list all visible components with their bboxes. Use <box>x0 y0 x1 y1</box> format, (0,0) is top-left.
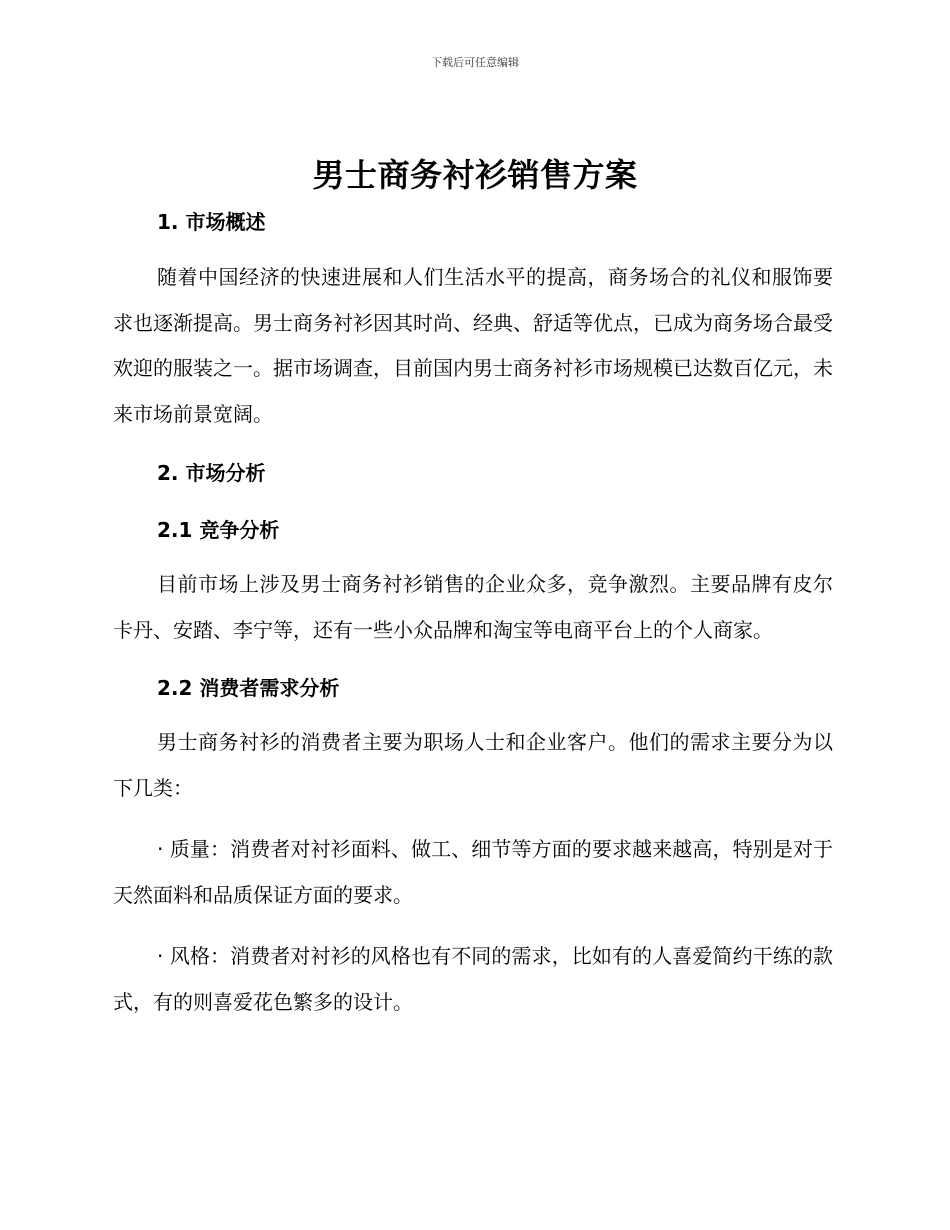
paragraph-competition-analysis: 目前市场上涉及男士商务衬衫销售的企业众多，竞争激烈。主要品牌有皮尔卡丹、安踏、李宁等，还有一些小众品牌和淘宝等电商平台上的个人商家。 <box>113 572 833 642</box>
section-heading-competition-analysis: 2.1 竞争分析 <box>157 518 280 542</box>
document-title: 男士商务衬衫销售方案 <box>312 156 638 194</box>
section-heading-consumer-demand: 2.2 消费者需求分析 <box>157 676 340 700</box>
bullet-item-quality: · 质量：消费者对衬衫面料、做工、细节等方面的要求越来越高，特别是对于天然面料和品质保证方面的要求。 <box>113 837 833 907</box>
page-header-note: 下载后可任意编辑 <box>431 56 519 69</box>
document-body <box>113 204 833 1025</box>
paragraph-consumer-demand: 男士商务衬衫的消费者主要为职场人士和企业客户。他们的需求主要分为以下几类： <box>113 730 833 800</box>
bullet-item-style: · 风格：消费者对衬衫的风格也有不同的需求，比如有的人喜爱简约干练的款式，有的则喜爱花色繁多的设计。 <box>113 944 833 1014</box>
section-heading-market-analysis: 2. 市场分析 <box>157 461 266 485</box>
paragraph-market-overview: 随着中国经济的快速进展和人们生活水平的提高，商务场合的礼仪和服饰要求也逐渐提高。男士商务衬衫因其时尚、经典、舒适等优点，已成为商务场合最受欢迎的服装之一。据市场调查，目前国内男士商务衬衫市场规模已达数百亿元，未来市场前景宽阔。 <box>113 265 833 426</box>
section-heading-market-overview: 1. 市场概述 <box>157 210 266 234</box>
